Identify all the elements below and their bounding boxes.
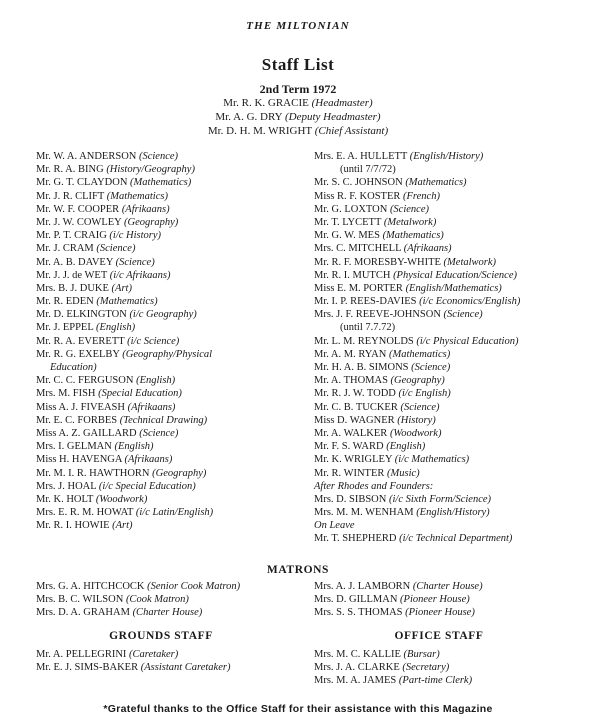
staff-name: Mr. K. WRIGLEY [314,454,393,466]
staff-entry [314,493,584,506]
staff-role: (Caretaker) [129,649,179,660]
senior-staff-entry: Mr. D. H. M. WRIGHT (Chief Assistant) [207,125,389,137]
staff-name: Mr. R. I. MUTCH [314,269,391,281]
staff-name: Mr. C. B. TUCKER [314,401,398,413]
staff-role: (Metalwork) [443,256,497,268]
staff-name: Mr. R. J. W. TODD [314,388,396,400]
staff-role: (Afrikaans) [127,401,176,413]
staff-name: Miss H. HAVENGA [36,454,122,466]
staff-role: (Mathematics) [405,177,467,189]
office-staff-list [314,648,584,688]
staff-role: (Geography) [124,216,179,228]
staff-entry [36,321,306,334]
staff-entry [314,335,584,348]
staff-name: Mr. J. J. de WET [36,269,108,281]
staff-role: (Science) [139,427,179,439]
senior-staff-entry: Mr. R. K. GRACIE (Headmaster) [223,97,373,109]
section-note: On Leave [314,520,355,532]
staff-role: (Cook Matron) [125,594,189,606]
staff-name: Mr. R. A. EVERETT [36,335,125,347]
staff-role: (History) [397,414,436,426]
staff-role: (English/History) [416,507,490,519]
staff-entry [36,374,306,387]
staff-role: (English/Mathematics) [405,282,502,294]
staff-entry [314,269,584,282]
staff-role: (Geography) [152,467,207,479]
staff-entry [314,216,584,229]
staff-role: (Afrikaans) [124,454,173,466]
staff-role: (Science) [138,151,179,162]
staff-entry [314,361,584,374]
staff-role: (Science) [115,256,155,268]
staff-role: (i/c Science) [127,335,180,347]
staff-entry [314,661,584,674]
staff-name: Mrs. M. FISH [36,388,96,400]
staff-entry [314,440,584,453]
staff-name: Mr. R. A. BING [36,164,104,176]
staff-entry [36,506,306,519]
staff-role: (Mathematics) [388,348,451,360]
staff-entry [314,190,584,203]
staff-entry [36,229,306,242]
staff-list-right-column [314,150,584,546]
staff-role: (Art) [112,520,133,532]
staff-entry [314,282,584,295]
staff-name: Mrs. M. C. KALLIE [314,649,401,660]
staff-entry [314,453,584,466]
staff-name: Mr. D. ELKINGTON [36,309,127,321]
staff-entry [314,606,584,619]
staff-entry [314,308,584,321]
staff-role: (History/Geography) [106,164,195,176]
senior-staff [0,82,596,138]
staff-role: (Woodwork) [95,493,148,505]
staff-role: (i/c Special Education) [98,480,196,492]
staff-entry [36,150,306,163]
staff-role: (i/c Latin/English) [135,507,214,519]
matrons-right-list [314,580,584,620]
staff-name: Mr. R. EDEN [36,296,94,308]
staff-role: (Science) [411,362,451,373]
staff-entry [314,348,584,361]
staff-role: (Science) [400,401,440,413]
staff-role: (Physical Education/Science) [393,269,517,281]
staff-entry [314,532,584,545]
staff-role: (Geography) [390,375,445,387]
staff-role: (Woodwork) [389,427,442,439]
staff-name: Mrs. M. A. JAMES [314,675,397,687]
staff-name: Mr. R. WINTER [314,467,385,479]
staff-name: Mr. G. W. MES [314,230,380,242]
staff-entry [36,190,306,203]
staff-name: Mr. I. P. REES-DAVIES [314,296,417,308]
staff-entry [36,387,306,400]
matrons-left-list [36,580,306,620]
staff-role: (Afrikaans) [403,243,452,255]
staff-name: Mr. P. T. CRAIG [36,230,107,242]
staff-role: (Geography/Physical [122,348,213,360]
staff-entry [314,256,584,269]
staff-name: Mr. J. W. COWLEY [36,216,122,228]
staff-entry [314,580,584,593]
staff-entry [36,453,306,466]
staff-entry [36,216,306,229]
staff-name: Mr. S. C. JOHNSON [314,177,403,189]
running-head: THE MILTONIAN [246,20,350,32]
staff-name: Mrs. S. S. THOMAS [314,607,403,619]
staff-entry [314,467,584,480]
staff-entry [36,256,306,269]
staff-name: Mr. W. F. COOPER [36,203,120,215]
staff-entry [36,176,306,189]
senior-staff-entry: Mr. A. G. DRY (Deputy Headmaster) [215,111,381,123]
staff-entry [36,493,306,506]
staff-role: (English) [114,441,154,453]
staff-name: Mr. R. G. EXELBY [36,348,120,360]
staff-name: Mr. A. PELLEGRINI [36,649,127,660]
staff-role: (French) [403,190,440,202]
staff-name: Mrs. C. MITCHELL [314,243,402,255]
staff-role: (Bursar) [403,649,440,660]
staff-entry [314,203,584,216]
staff-role: (Science) [389,203,429,215]
staff-role: (i/c Geography) [129,309,197,321]
staff-role: (Assistant Caretaker) [140,662,231,674]
staff-name: Mr. L. M. REYNOLDS [314,335,414,347]
staff-role: (Art) [111,282,132,294]
staff-entry [314,506,584,519]
staff-name: Mrs. E. R. M. HOWAT [36,507,134,519]
grounds-staff-list [36,648,306,674]
staff-entry [314,427,584,440]
staff-entry [314,387,584,400]
staff-name: Mr. J. R. CLIFT [36,190,105,202]
staff-role: (English) [136,375,176,387]
staff-entry [36,427,306,440]
staff-entry-continuation: (until 7/7/72) [340,164,396,176]
staff-role: (i/c Afrikaans) [109,269,171,281]
staff-entry [36,203,306,216]
staff-name: Mr. T. LYCETT [314,216,382,228]
staff-name: Mrs. B. J. DUKE [36,282,109,294]
staff-entry [314,150,584,163]
staff-entry [36,661,306,674]
staff-role: (English/History) [409,151,484,162]
staff-role: (Charter House) [132,607,203,619]
staff-role: (Afrikaans) [121,203,170,215]
staff-entry [314,593,584,606]
staff-name: Miss E. M. PORTER [314,282,403,294]
staff-name: Mr. E. J. SIMS-BAKER [36,662,139,674]
staff-entry [36,519,306,532]
staff-role: (Secretary) [402,662,450,674]
staff-role: (Mathematics) [130,177,192,189]
staff-role: (i/c Physical Education) [416,335,519,347]
staff-role: (English) [96,322,136,334]
staff-role: (Charter House) [412,581,483,592]
staff-name: Mrs. D. A. GRAHAM [36,607,130,619]
staff-name: Mr. A. THOMAS [314,375,388,387]
staff-name: Mrs. J. A. CLARKE [314,662,400,674]
staff-name: Mr. K. HOLT [36,493,94,505]
staff-role: (Technical Drawing) [119,414,208,426]
staff-name: Mr. J. CRAM [36,243,94,255]
staff-role: (Mathematics) [96,296,158,308]
office-staff-heading: OFFICE STAFF [394,630,484,642]
staff-name: Mr. G. T. CLAYDON [36,177,128,189]
staff-entry [36,163,306,176]
staff-role: (i/c Sixth Form/Science) [388,493,492,505]
staff-entry [36,269,306,282]
staff-name: Mr. W. A. ANDERSON [36,151,137,162]
term-label: 2nd Term 1972 [259,82,337,96]
staff-entry [36,648,306,661]
staff-list-left-column [36,150,306,532]
staff-name: Mrs. E. A. HULLETT [314,151,408,162]
staff-name: Miss A. J. FIVEASH [36,401,125,413]
staff-entry [36,480,306,493]
staff-role: (i/c English) [398,388,451,400]
staff-entry [314,295,584,308]
staff-role: (Pioneer House) [400,594,470,606]
staff-name: Mr. R. I. HOWIE [36,520,110,532]
staff-role: (Music) [387,467,420,479]
staff-name: Mrs. B. C. WILSON [36,594,124,606]
staff-entry [36,335,306,348]
staff-name: Miss D. WAGNER [314,414,395,426]
staff-entry-continuation: Education) [50,362,97,373]
staff-name: Mr. M. I. R. HAWTHORN [36,467,150,479]
staff-entry [36,580,306,593]
staff-name: Mrs. I. GELMAN [36,441,112,453]
staff-name: Mr. C. C. FERGUSON [36,375,134,387]
staff-role: (Metalwork) [383,216,437,228]
staff-name: Mr. A. WALKER [314,427,388,439]
staff-role: (Science) [96,243,136,255]
staff-name: Mr. J. EPPEL [36,322,94,334]
staff-name: Mrs. D. SIBSON [314,493,387,505]
staff-entry [36,467,306,480]
staff-name: Mrs. J. HOAL [36,480,97,492]
staff-entry [36,242,306,255]
staff-role: (Science) [443,309,483,321]
grounds-staff-heading: GROUNDS STAFF [109,630,213,642]
staff-role: (Senior Cook Matron) [147,581,241,592]
matrons-heading: MATRONS [266,564,330,576]
staff-entry-continuation: (until 7.7.72) [340,322,396,334]
staff-entry [314,242,584,255]
staff-entry [36,401,306,414]
staff-name: Mr. A. B. DAVEY [36,256,114,268]
staff-entry [36,593,306,606]
staff-entry [36,282,306,295]
staff-name: Mr. R. F. MORESBY-WHITE [314,256,441,268]
staff-role: (Mathematics) [382,230,444,242]
staff-name: Miss A. Z. GAILLARD [36,427,137,439]
staff-entry [36,606,306,619]
staff-entry [36,414,306,427]
staff-name: Mr. E. C. FORBES [36,414,118,426]
footer-note: *Grateful thanks to the Office Staff for their assistance with this Magazine [103,703,493,715]
staff-role: (i/c Economics/English) [419,296,521,308]
staff-role: (Special Education) [98,388,182,400]
staff-role: (Pioneer House) [405,607,475,619]
staff-name: Mrs. J. F. REEVE-JOHNSON [314,309,441,321]
staff-name: Miss R. F. KOSTER [314,190,401,202]
staff-role: (i/c History) [109,230,162,242]
staff-name: Mr. G. LOXTON [314,203,388,215]
staff-entry [36,440,306,453]
staff-name: Mrs. G. A. HITCHCOCK [36,581,145,592]
staff-entry [36,348,306,361]
staff-entry [36,295,306,308]
staff-entry [314,401,584,414]
staff-entry [36,308,306,321]
section-note: After Rhodes and Founders: [314,480,434,492]
staff-name: Mr. H. A. B. SIMONS [314,362,409,373]
staff-name: Mr. A. M. RYAN [314,348,387,360]
staff-name: Mrs. M. M. WENHAM [314,507,414,519]
staff-role: (English) [386,441,426,453]
staff-name: Mrs. D. GILLMAN [314,594,398,606]
staff-entry [314,229,584,242]
page-title: Staff List [261,55,335,74]
staff-entry [314,176,584,189]
staff-role: (Part-time Clerk) [398,675,473,687]
staff-name: Mr. F. S. WARD [314,441,384,453]
staff-name: Mr. T. SHEPHERD [314,533,397,545]
staff-entry [314,674,584,687]
staff-role: (Mathematics) [106,190,168,202]
staff-entry [314,374,584,387]
staff-role: (i/c Technical Department) [399,533,513,545]
staff-name: Mrs. A. J. LAMBORN [314,581,411,592]
staff-entry [314,414,584,427]
staff-entry [314,648,584,661]
staff-role: (i/c Mathematics) [394,454,470,466]
